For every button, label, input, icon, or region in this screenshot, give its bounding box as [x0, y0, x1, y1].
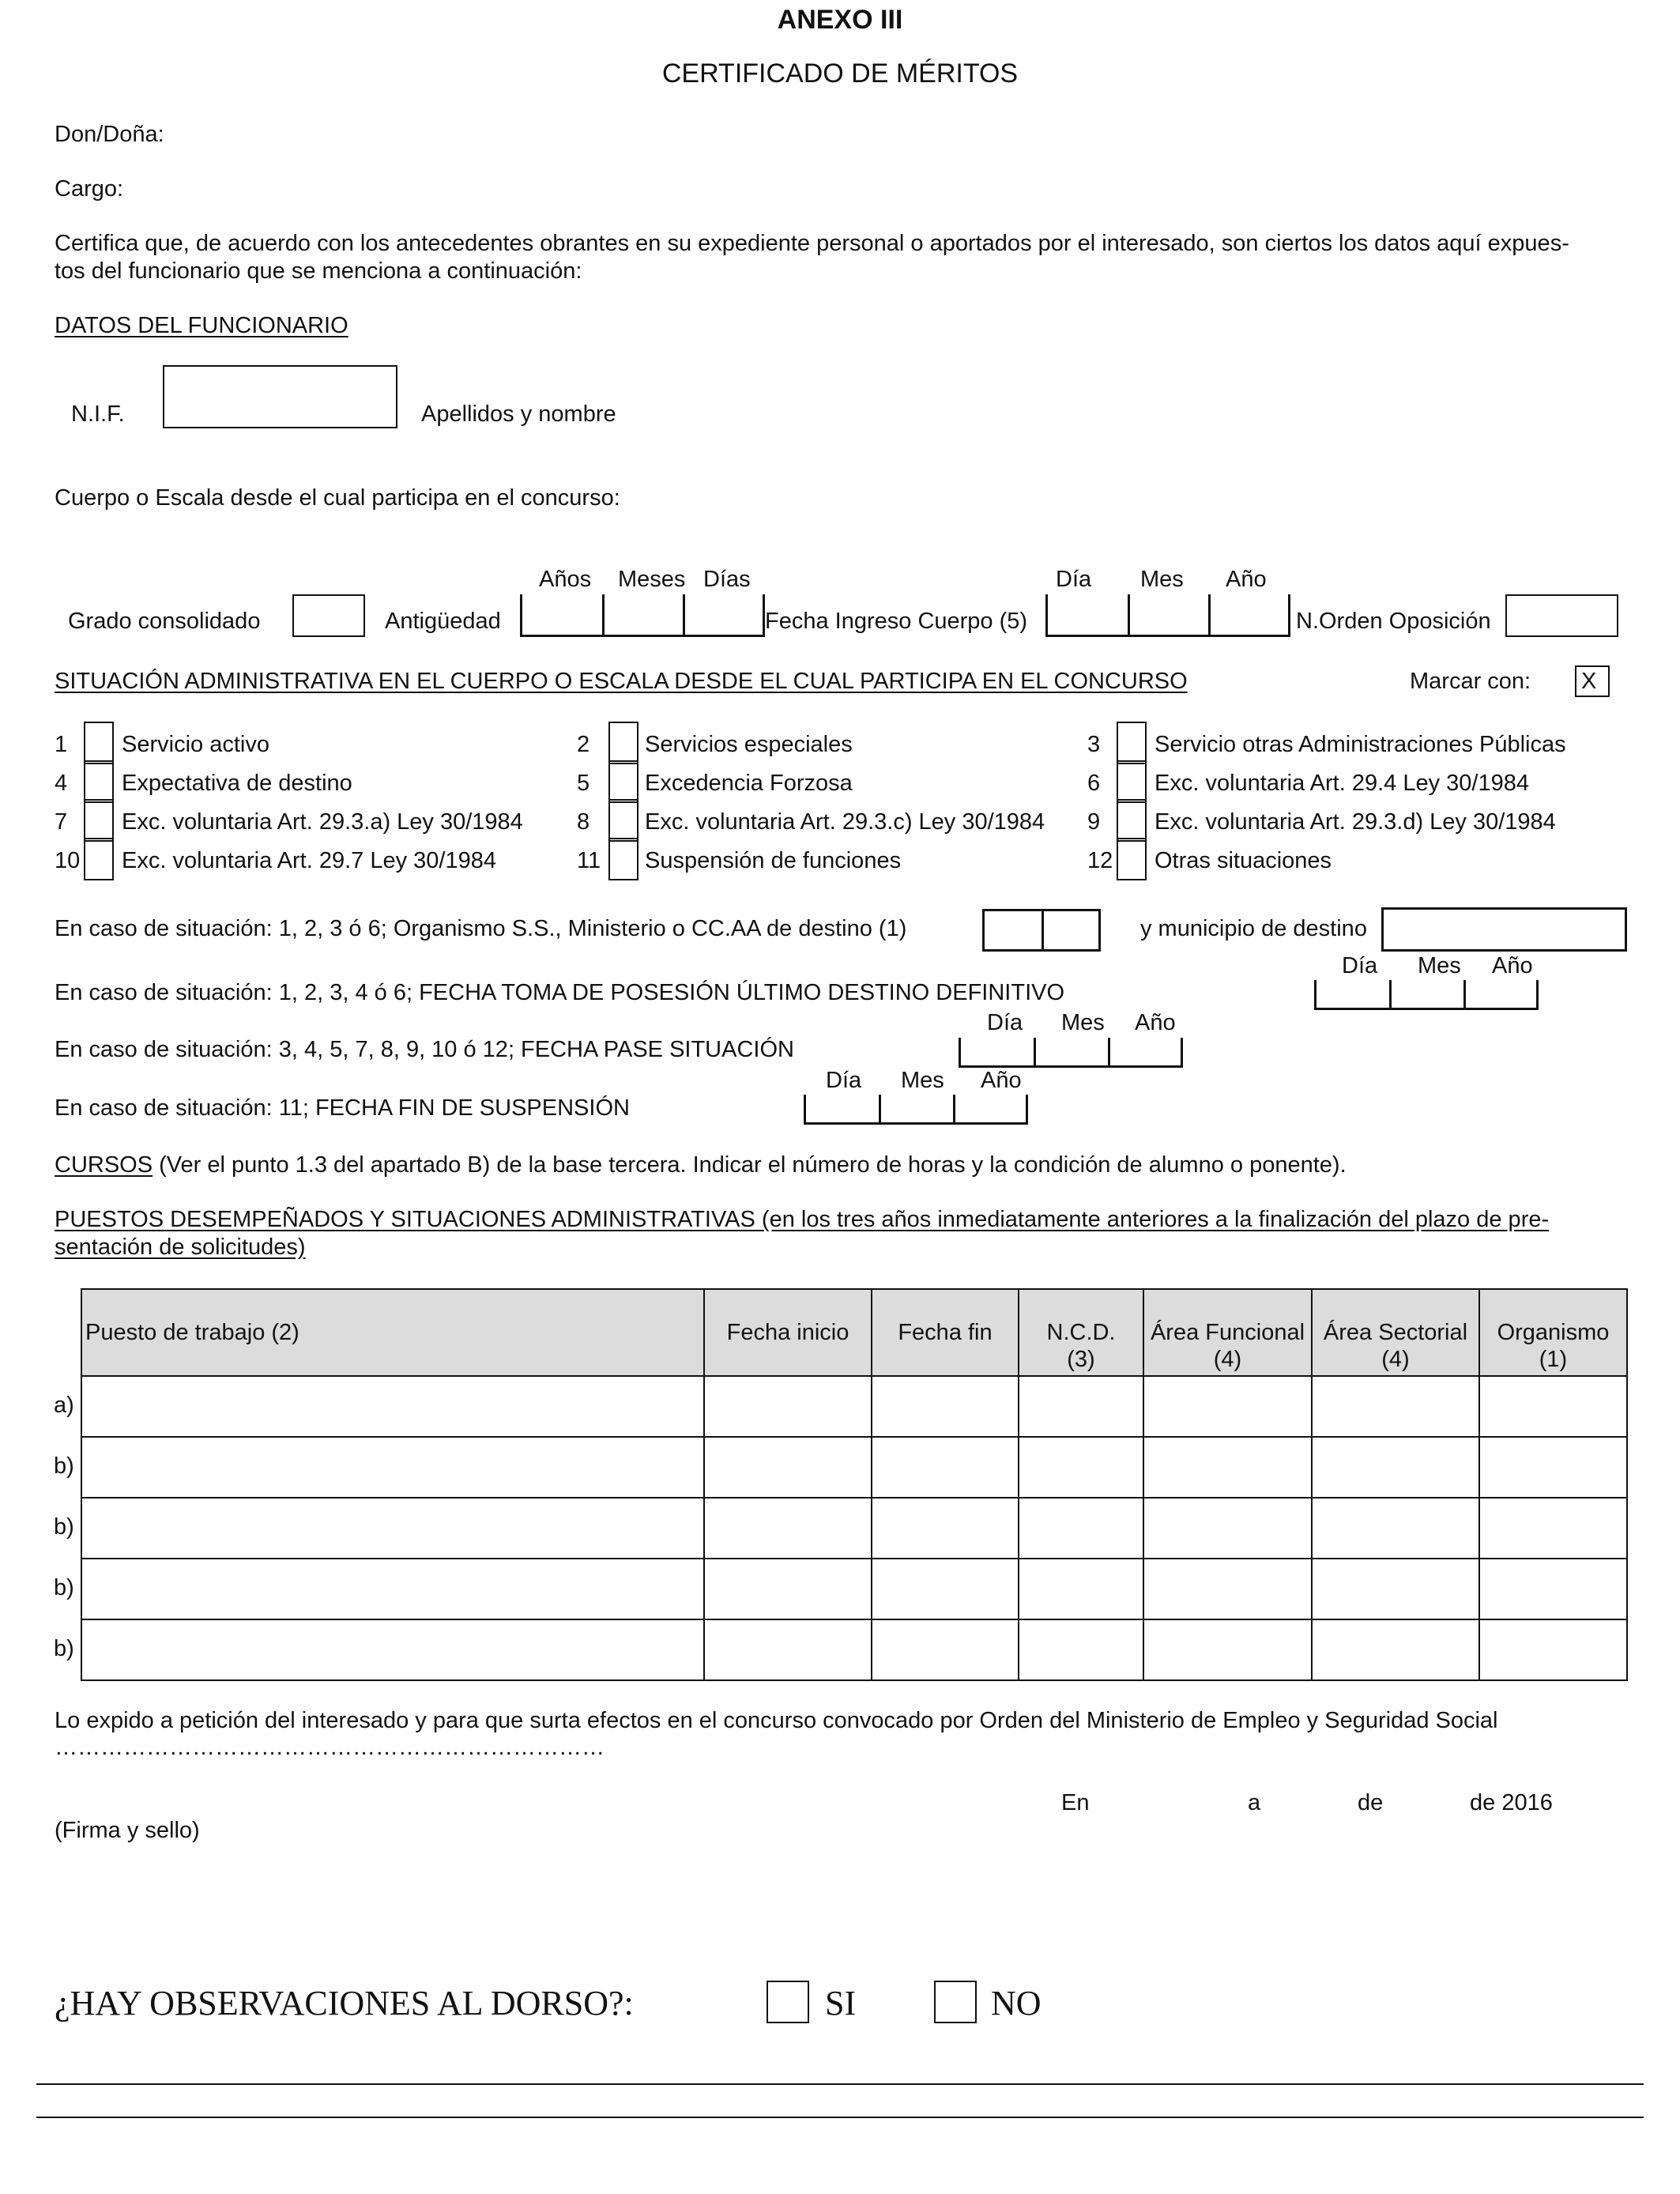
cursos-line [55, 1152, 1347, 1178]
situacion-label-3: Servicio otras Administraciones Públicas [1155, 732, 1566, 757]
caso-pase-label: En caso de situación: 3, 4, 5, 7, 8, 9, 10 ó 12; FECHA PASE SITUACIÓN [55, 1037, 794, 1062]
situacion-label-2: Servicios especiales [645, 732, 853, 757]
antiguedad-dias-input[interactable] [683, 594, 765, 637]
annex-title: ANEXO III [777, 5, 903, 35]
expido-text: Lo expido a petición del interesado y para que surta efectos en el concurso convocado por Orden del Ministerio de Empleo y Seguridad Social [55, 1708, 1498, 1733]
situacion-label-9: Exc. voluntaria Art. 29.3.d) Ley 30/1984 [1155, 809, 1556, 835]
fin-dia-input[interactable] [804, 1095, 879, 1125]
situacion-number-8: 8 [577, 809, 590, 835]
col-organismo: Organismo (1) [1479, 1289, 1627, 1376]
antiguedad-label: Antigüedad [385, 609, 501, 634]
apellidos-label: Apellidos y nombre [421, 401, 616, 427]
situacion-checkbox-12[interactable] [1117, 838, 1147, 880]
page-title: CERTIFICADO DE MÉRITOS [661, 58, 1019, 89]
situacion-label-11: Suspensión de funciones [645, 848, 902, 873]
situacion-number-2: 2 [577, 732, 590, 757]
situacion-checkbox-1[interactable] [84, 722, 114, 764]
no-label: NO [991, 1984, 1042, 2022]
cell-fecha-inicio[interactable] [704, 1619, 872, 1680]
pase-mes-label: Mes [1061, 1010, 1105, 1035]
municipio-input[interactable] [1381, 907, 1627, 952]
grado-input[interactable] [292, 594, 365, 637]
toma-ano-label: Año [1492, 953, 1533, 978]
marcar-example [1575, 665, 1610, 697]
table-row [81, 1437, 1627, 1498]
cell-area-sectorial[interactable] [1312, 1376, 1479, 1437]
fin-mes-input[interactable] [879, 1095, 953, 1125]
antiguedad-meses-input[interactable] [602, 594, 683, 637]
row-label: b) [54, 1575, 74, 1600]
fin-dia-label: Día [826, 1068, 862, 1093]
ano-label: Año [1226, 567, 1267, 592]
pase-dia-label: Día [987, 1010, 1023, 1035]
pase-ano-label: Año [1135, 1010, 1176, 1035]
situacion-checkbox-7[interactable] [84, 799, 114, 842]
dia-label: Día [1056, 567, 1092, 592]
cell-organismo[interactable] [1479, 1619, 1627, 1680]
toma-dia-input[interactable] [1314, 980, 1389, 1010]
col-area-sectorial: Área Sectorial (4) [1312, 1289, 1479, 1376]
row-label: b) [54, 1453, 74, 1479]
situacion-label-12: Otras situaciones [1155, 848, 1332, 873]
cell-organismo[interactable] [1479, 1437, 1627, 1498]
cell-fecha-inicio[interactable] [704, 1559, 872, 1619]
cursos-text: (Ver el punto 1.3 del apartado B) de la base tercera. Indicar el número de horas y la condición de alumno o ponente). [153, 1152, 1347, 1178]
col-area-funcional: Área Funcional (4) [1143, 1289, 1312, 1376]
organismo-input-1[interactable] [982, 909, 1042, 952]
mark-x: X [1581, 669, 1597, 694]
antiguedad-anos-input[interactable] [520, 594, 602, 637]
bottom-rule-1 [36, 2083, 1644, 2085]
table-row [81, 1498, 1627, 1559]
pase-mes-input[interactable] [1034, 1038, 1108, 1068]
cell-area-funcional[interactable] [1143, 1437, 1312, 1498]
situacion-checkbox-11[interactable] [608, 838, 638, 880]
puestos-table [81, 1288, 1628, 1681]
caso-organismo-label: En caso de situación: 1, 2, 3 ó 6; Organismo S.S., Ministerio o CC.AA de destino (1) [55, 916, 907, 941]
nif-input[interactable] [163, 365, 397, 428]
fin-ano-label: Año [981, 1068, 1022, 1093]
cell-organismo[interactable] [1479, 1559, 1627, 1619]
en-label: En [1061, 1790, 1090, 1815]
situacion-checkbox-5[interactable] [608, 760, 638, 803]
situacion-label-10: Exc. voluntaria Art. 29.7 Ley 30/1984 [122, 848, 496, 873]
situacion-number-3: 3 [1087, 732, 1101, 757]
caso-toma-label: En caso de situación: 1, 2, 3, 4 ó 6; FECHA TOMA DE POSESIÓN ÚLTIMO DESTINO DEFINITIVO [55, 980, 1065, 1005]
n-orden-input[interactable] [1505, 594, 1618, 637]
toma-mes-input[interactable] [1389, 980, 1463, 1010]
cell-puesto[interactable] [81, 1559, 704, 1619]
n-orden-label: N.Orden Oposición [1296, 609, 1491, 634]
cell-ncd[interactable] [1019, 1376, 1143, 1437]
meses-label: Meses [618, 567, 686, 592]
situacion-label-5: Excedencia Forzosa [645, 771, 853, 796]
cell-organismo[interactable] [1479, 1498, 1627, 1559]
situacion-checkbox-9[interactable] [1117, 799, 1147, 842]
municipio-label: y municipio de destino [1140, 916, 1367, 941]
cell-fecha-fin[interactable] [872, 1376, 1019, 1437]
bottom-rule-2 [36, 2117, 1644, 2118]
situacion-checkbox-4[interactable] [84, 760, 114, 803]
marcar-label: Marcar con: [1410, 669, 1531, 694]
cell-fecha-fin[interactable] [872, 1437, 1019, 1498]
observaciones-label: ¿HAY OBSERVACIONES AL DORSO?: [55, 1984, 634, 2022]
situacion-checkbox-10[interactable] [84, 838, 114, 880]
anos-label: Años [539, 567, 592, 592]
cell-puesto[interactable] [81, 1498, 704, 1559]
situacion-number-10: 10 [55, 848, 81, 873]
datos-heading: DATOS DEL FUNCIONARIO [55, 313, 348, 338]
col-puesto: Puesto de trabajo (2) [81, 1289, 704, 1376]
de-label: de [1358, 1790, 1384, 1815]
mes-label: Mes [1140, 567, 1184, 592]
no-checkbox[interactable] [934, 1981, 977, 2023]
si-label: SI [825, 1984, 857, 2022]
table-row [81, 1619, 1627, 1680]
puestos-heading-1: PUESTOS DESEMPEÑADOS Y SITUACIONES ADMINISTRATIVAS (en los tres años inmediatamente anteriores a la finalización del plazo de pre- [55, 1207, 1550, 1232]
situacion-label-6: Exc. voluntaria Art. 29.4 Ley 30/1984 [1155, 771, 1529, 796]
situacion-number-4: 4 [55, 771, 68, 796]
fecha-ingreso-ano-input[interactable] [1208, 594, 1290, 637]
situacion-checkbox-6[interactable] [1117, 760, 1147, 803]
nif-label: N.I.F. [71, 401, 125, 427]
cell-ncd[interactable] [1019, 1559, 1143, 1619]
cell-area-sectorial[interactable] [1312, 1559, 1479, 1619]
situacion-number-1: 1 [55, 732, 68, 757]
situacion-label-8: Exc. voluntaria Art. 29.3.c) Ley 30/1984 [645, 809, 1045, 835]
cell-area-funcional[interactable] [1143, 1619, 1312, 1680]
cell-area-funcional[interactable] [1143, 1498, 1312, 1559]
situacion-number-9: 9 [1087, 809, 1101, 835]
situacion-checkbox-8[interactable] [608, 799, 638, 842]
organismo-input-2[interactable] [1042, 909, 1101, 952]
cell-area-sectorial[interactable] [1312, 1498, 1479, 1559]
toma-mes-label: Mes [1418, 953, 1461, 978]
situacion-number-6: 6 [1087, 771, 1101, 796]
situacion-number-5: 5 [577, 771, 590, 796]
cell-ncd[interactable] [1019, 1437, 1143, 1498]
cell-fecha-inicio[interactable] [704, 1437, 872, 1498]
certifica-line-1: Certifica que, de acuerdo con los antecedentes obrantes en su expediente personal o aportados por el interesado, son ciertos los datos aquí expues- [55, 231, 1569, 256]
cuerpo-label: Cuerpo o Escala desde el cual participa en el concurso: [55, 485, 620, 511]
situacion-checkbox-3[interactable] [1117, 722, 1147, 764]
situacion-label-1: Servicio activo [122, 732, 269, 757]
table-row [81, 1376, 1627, 1437]
situacion-label-7: Exc. voluntaria Art. 29.3.a) Ley 30/1984 [122, 809, 523, 835]
cell-area-funcional[interactable] [1143, 1376, 1312, 1437]
situacion-number-11: 11 [577, 848, 601, 873]
cell-fecha-fin[interactable] [872, 1619, 1019, 1680]
pase-dia-input[interactable] [959, 1038, 1034, 1068]
a-label: a [1248, 1790, 1261, 1815]
fecha-ingreso-dia-input[interactable] [1045, 594, 1128, 637]
cell-puesto[interactable] [81, 1619, 704, 1680]
situacion-checkbox-2[interactable] [608, 722, 638, 764]
cell-fecha-fin[interactable] [872, 1498, 1019, 1559]
situacion-label-4: Expectativa de destino [122, 771, 352, 796]
cell-ncd[interactable] [1019, 1619, 1143, 1680]
cell-fecha-fin[interactable] [872, 1559, 1019, 1619]
grado-label: Grado consolidado [68, 609, 261, 634]
cursos-heading: CURSOS [55, 1152, 153, 1178]
situacion-heading: SITUACIÓN ADMINISTRATIVA EN EL CUERPO O ESCALA DESDE EL CUAL PARTICIPA EN EL CONCURSO [55, 669, 1188, 694]
de2016-label: de 2016 [1470, 1790, 1553, 1815]
cell-fecha-inicio[interactable] [704, 1376, 872, 1437]
expido-dots: ……………………………………………………………… [55, 1735, 605, 1760]
fin-mes-label: Mes [901, 1068, 944, 1093]
table-row [81, 1559, 1627, 1619]
don-label: Don/Doña: [55, 122, 164, 147]
cell-organismo[interactable] [1479, 1376, 1627, 1437]
fecha-ingreso-mes-input[interactable] [1128, 594, 1208, 637]
si-checkbox[interactable] [767, 1981, 809, 2023]
caso-fin-label: En caso de situación: 11; FECHA FIN DE SUSPENSIÓN [55, 1095, 630, 1121]
toma-dia-label: Día [1342, 953, 1378, 978]
cell-fecha-inicio[interactable] [704, 1498, 872, 1559]
row-label: b) [54, 1636, 74, 1661]
cell-area-sectorial[interactable] [1312, 1619, 1479, 1680]
cargo-label: Cargo: [55, 176, 124, 202]
toma-ano-input[interactable] [1463, 980, 1539, 1010]
situacion-number-7: 7 [55, 809, 68, 835]
col-fecha-inicio: Fecha inicio [704, 1289, 872, 1376]
table-header-row [81, 1289, 1627, 1376]
certifica-line-2: tos del funcionario que se menciona a continuación: [55, 258, 582, 284]
fin-ano-input[interactable] [953, 1095, 1028, 1125]
col-fecha-fin: Fecha fin [872, 1289, 1019, 1376]
cell-puesto[interactable] [81, 1376, 704, 1437]
row-label: b) [54, 1514, 74, 1540]
situacion-number-12: 12 [1087, 848, 1113, 873]
cell-area-sectorial[interactable] [1312, 1437, 1479, 1498]
fecha-ingreso-label: Fecha Ingreso Cuerpo (5) [765, 609, 1028, 634]
dias-label: Días [703, 567, 751, 592]
cell-area-funcional[interactable] [1143, 1559, 1312, 1619]
row-label: a) [54, 1393, 74, 1418]
cell-ncd[interactable] [1019, 1498, 1143, 1559]
col-ncd: N.C.D. (3) [1019, 1289, 1143, 1376]
cell-puesto[interactable] [81, 1437, 704, 1498]
pase-ano-input[interactable] [1108, 1038, 1183, 1068]
puestos-heading-2: sentación de solicitudes) [55, 1235, 306, 1260]
firma-label: (Firma y sello) [55, 1818, 200, 1843]
